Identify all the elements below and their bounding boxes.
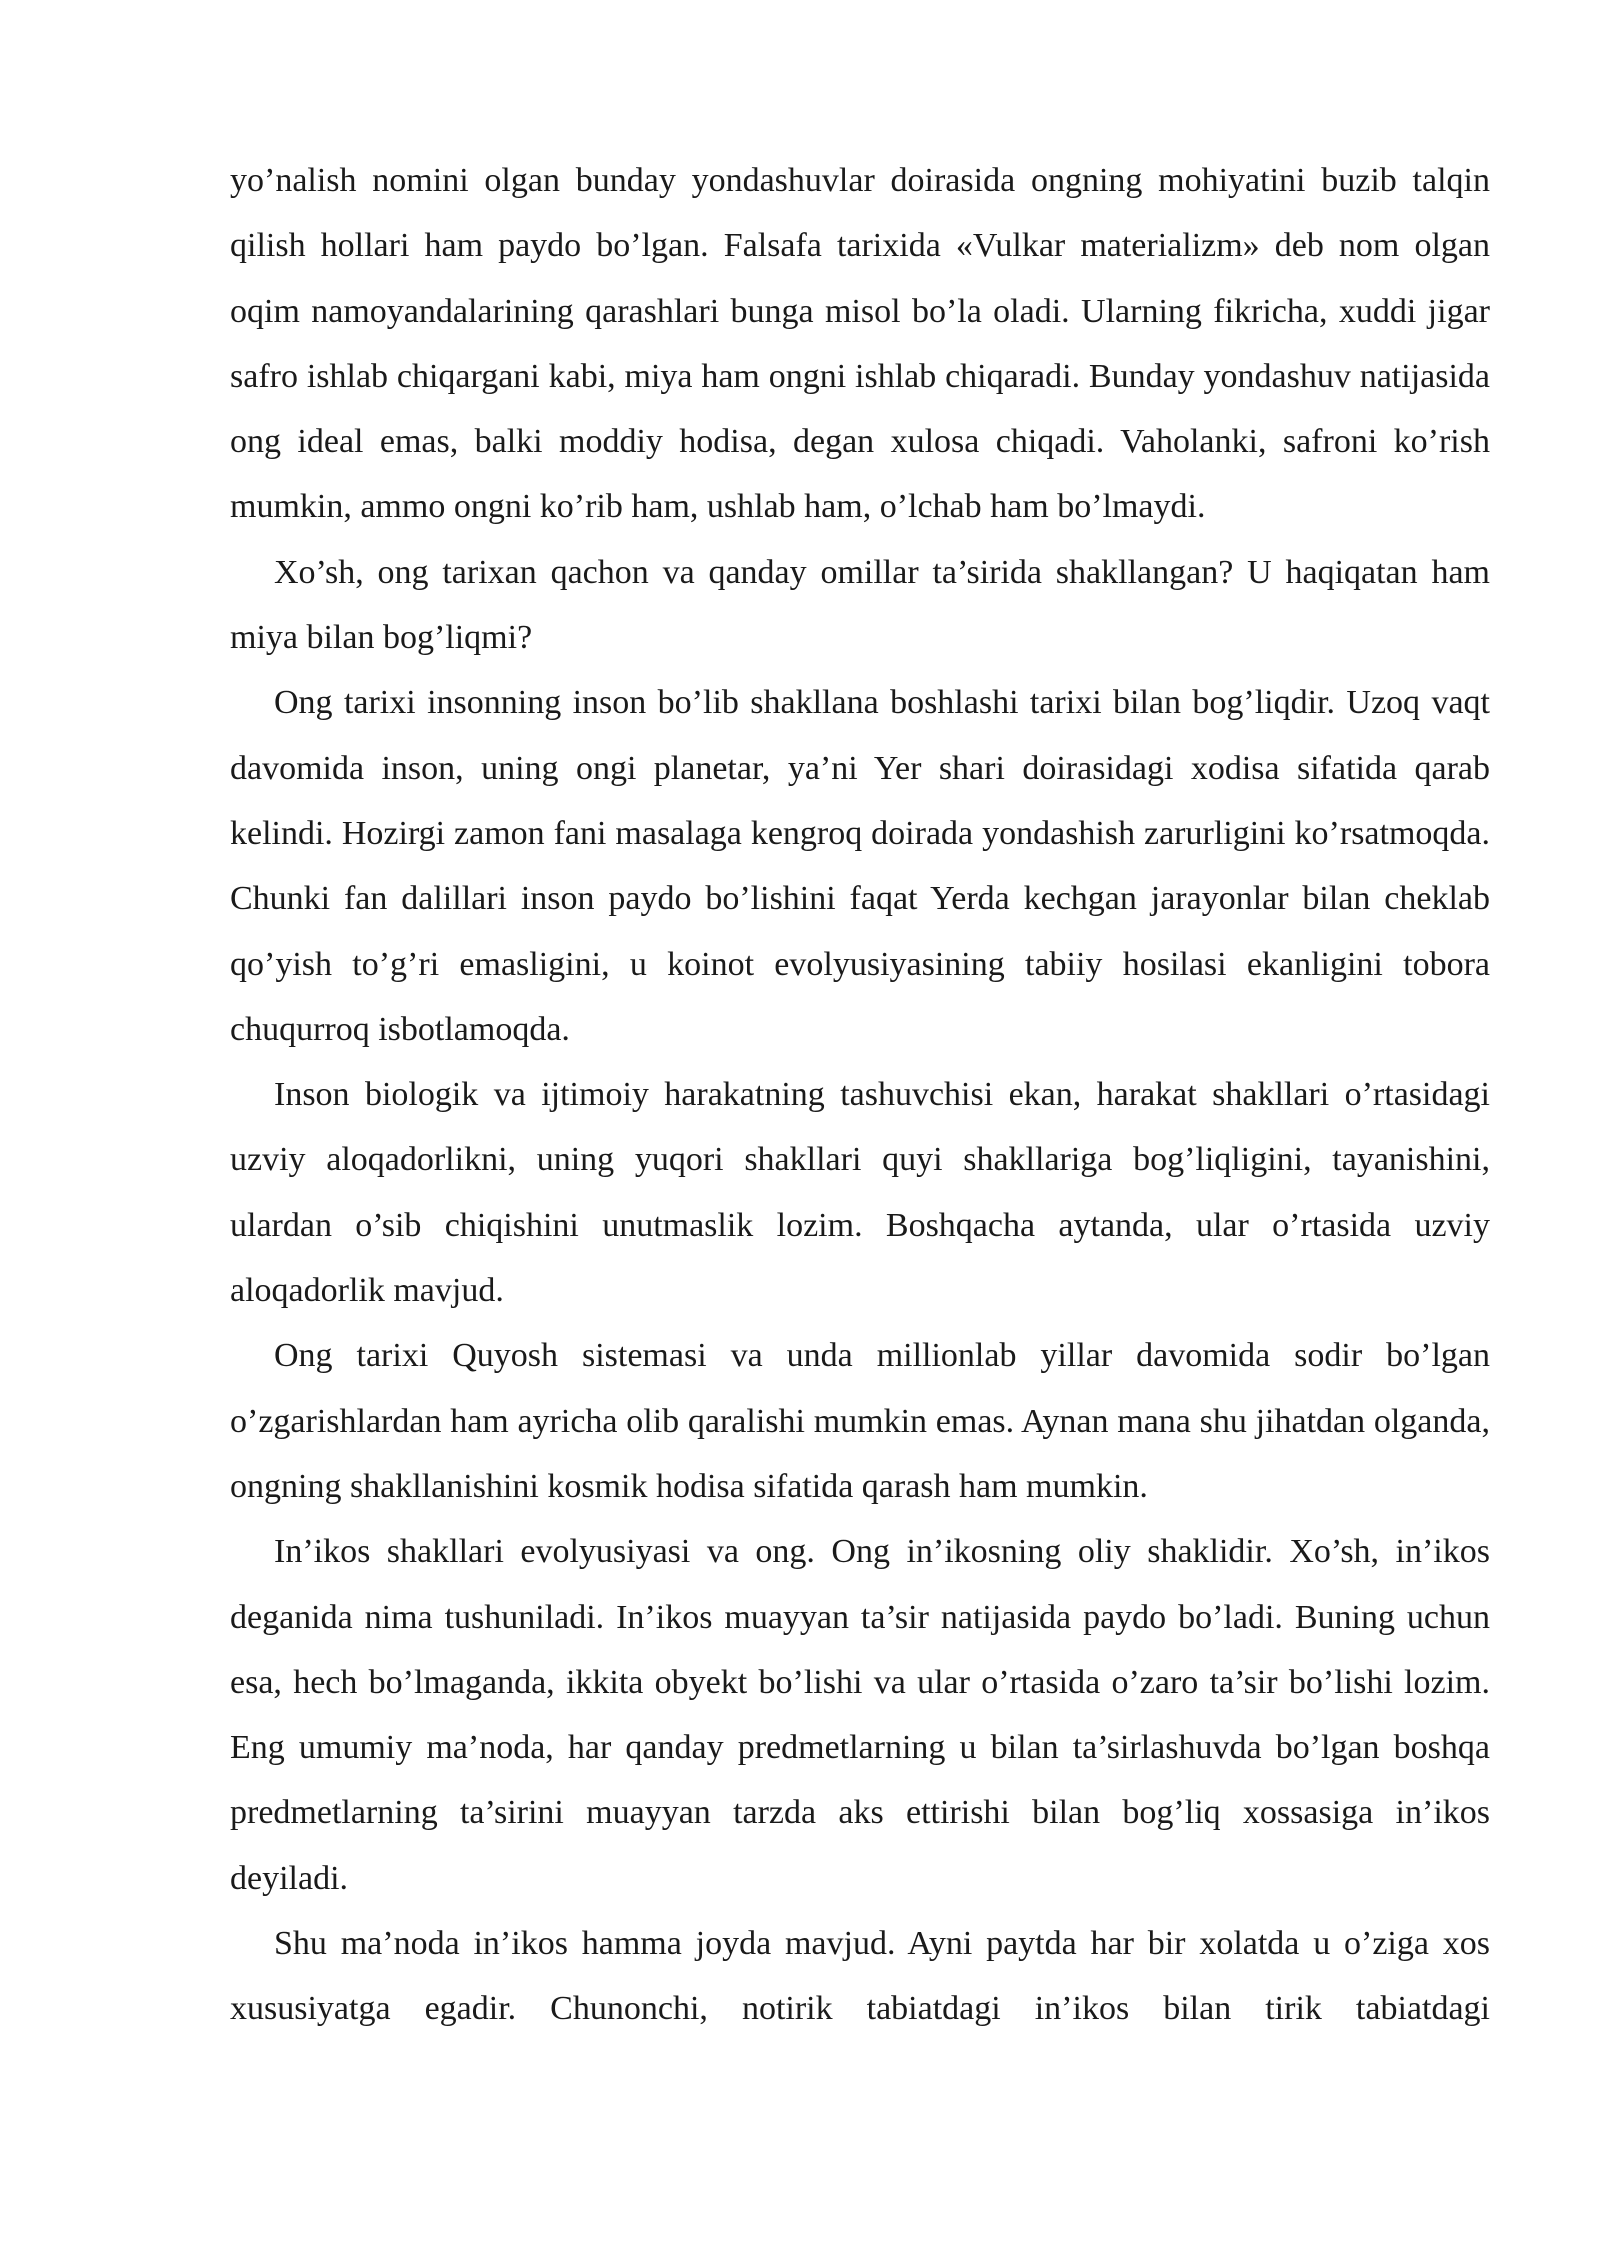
paragraph-4: Inson biologik va ijtimoiy harakatning tashuvchisi ekan, harakat shakllari o’rtasidagi uzviy aloqadorlikni, uning yuqori shakllari quyi shakllariga bog’liqligini, tayanishini, ulardan o’sib chiqishini unutmaslik lozim. Boshqacha aytanda, ular o’rtasida uzviy aloqadorlik mavjud. [230, 1076, 1490, 1310]
document-page [230, 148, 1490, 2042]
paragraph-3: Ong tarixi insonning inson bo’lib shakllana boshlashi tarixi bilan bog’liqdir. Uzoq vaqt davomida inson, uning ongi planetar, ya’ni Yer shari doirasidagi xodisa sifatida qarab kelindi. Hozirgi zamon fani masalaga kengroq doirada yondashish zarurligini ko’rsatmoqda. Chunki fan dalillari inson paydo bo’lishini faqat Yerda kechgan jarayonlar bilan cheklab qo’yish to’g’ri emasligini, u koinot evolyusiyasining tabiiy hosilasi ekanligini tobora chuqurroq isbotlamoqda. [230, 684, 1490, 1048]
paragraph-5: Ong tarixi Quyosh sistemasi va unda millionlab yillar davomida sodir bo’lgan o’zgarishlardan ham ayricha olib qaralishi mumkin emas. Aynan mana shu jihatdan olganda, ongning shakllanishini kosmik hodisa sifatida qarash ham mumkin. [230, 1337, 1490, 1505]
paragraph-7: Shu ma’noda in’ikos hamma joyda mavjud. Ayni paytda har bir xolatda u o’ziga xos xususiyatga egadir. Chunonchi, notirik tabiatdagi in’ikos bilan tirik tabiatdagi [230, 1925, 1490, 2028]
paragraph-6: In’ikos shakllari evolyusiyasi va ong. Ong in’ikosning oliy shaklidir. Xo’sh, in’ikos deganida nima tushuniladi. In’ikos muayyan ta’sir natijasida paydo bo’ladi. Buning uchun esa, hech bo’lmaganda, ikkita obyekt bo’lishi va ular o’rtasida o’zaro ta’sir bo’lishi lozim. Eng umumiy ma’noda, har qanday predmetlarning u bilan ta’sirlashuvda bo’lgan boshqa predmetlarning ta’sirini muayyan tarzda aks ettirishi bilan bog’liq xossasiga in’ikos deyiladi. [230, 1533, 1490, 1897]
paragraph-1: yo’nalish nomini olgan bunday yondashuvlar doirasida ongning mohiyatini buzib talqin qilish hollari ham paydo bo’lgan. Falsafa tarixida «Vulkar materializm» deb nom olgan oqim namoyandalarining qarashlari bunga misol bo’la oladi. Ularning fikricha, xuddi jigar safro ishlab chiqargani kabi, miya ham ongni ishlab chiqaradi. Bunday yondashuv natijasida ong ideal emas, balki moddiy hodisa, degan xulosa chiqadi. Vaholanki, safroni ko’rish mumkin, ammo ongni ko’rib ham, ushlab ham, o’lchab ham bo’lmaydi. [230, 162, 1490, 526]
paragraph-2: Xo’sh, ong tarixan qachon va qanday omillar ta’sirida shakllangan? U haqiqatan ham miya bilan bog’liqmi? [230, 553, 1490, 657]
